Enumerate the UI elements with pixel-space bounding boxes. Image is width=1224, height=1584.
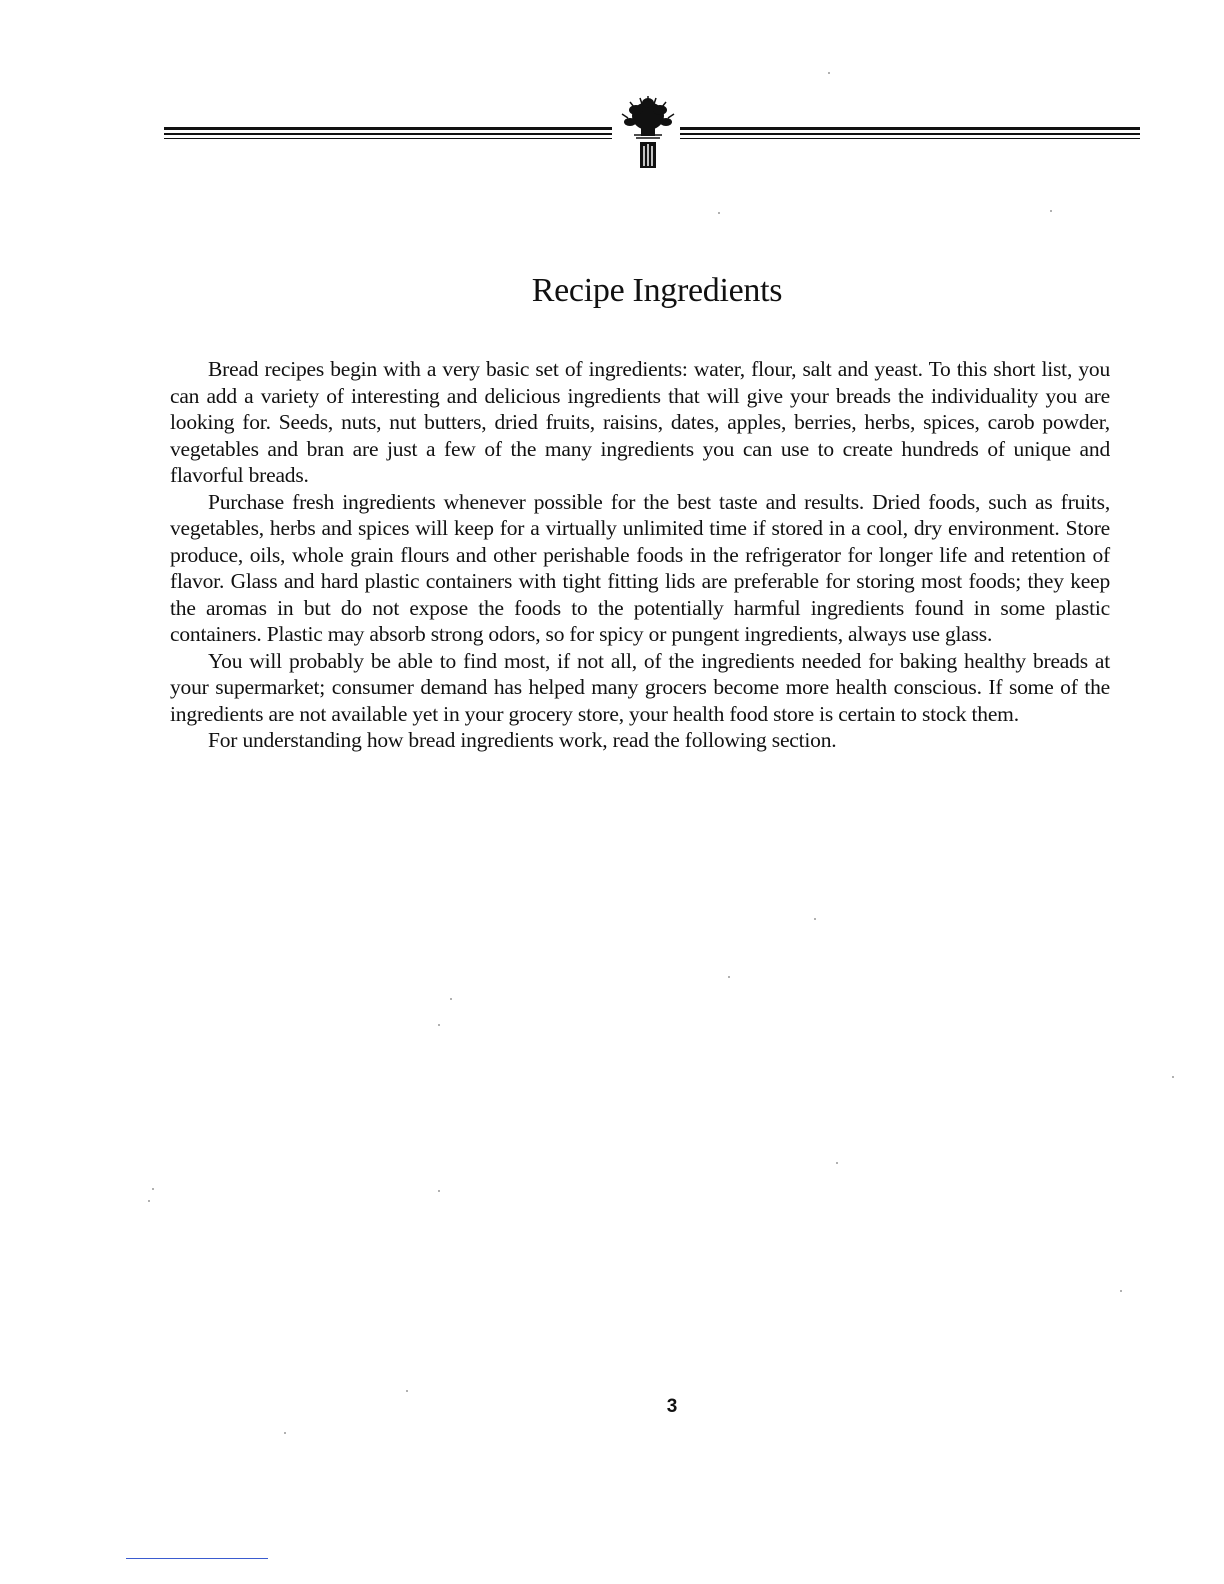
header-rule	[164, 122, 1140, 152]
paragraph-intro: Bread recipes begin with a very basic set of ingredients: water, flour, salt and yeast. To this short list, you can add a variety of interesting and delicious ingredients that will give your breads the individuality you are looking for. Seeds, nuts, nut butters, dried fruits, raisins, dates, apples, berries, herbs, spices, carob powder, vegetables and bran are just a few of the many ingredients you can use to create hundreds of unique and flavorful breads.	[170, 357, 1110, 487]
paragraph-following-section: For understanding how bread ingredients work, read the following section.	[208, 728, 837, 752]
wheat-sheaf-icon	[610, 94, 686, 174]
header-rule-right	[680, 127, 1140, 141]
paragraph-purchase: Purchase fresh ingredients whenever possible for the best taste and results. Dried foods, such as fruits, vegetables, herbs and spices will keep for a virtually unlimited time if stored in a cool, dry environment. Store produce, oils, whole grain flours and other perishable foods in the refrigerator for longer life and retention of flavor. Glass and hard plastic containers with tight fitting lids are preferable for storing most foods; they keep the aromas in but do not expose the foods to the potentially harmful ingredients found in some plastic containers. Plastic may absorb strong odors, so for spicy or pungent ingredients, always use glass.	[170, 489, 1110, 646]
header-rule-left	[164, 127, 612, 141]
body-text	[170, 356, 1110, 754]
footer-line	[126, 1558, 268, 1559]
page-title: Recipe Ingredients	[531, 272, 783, 309]
paragraph-supermarket: You will probably be able to find most, if not all, of the ingredients needed for baking healthy breads at your supermarket; consumer demand has helped many grocers become more health conscious. If some of the ingredients are not available yet in your grocery store, your health food store is certain to stock them.	[170, 648, 1110, 726]
page-number: 3	[666, 1396, 678, 1417]
